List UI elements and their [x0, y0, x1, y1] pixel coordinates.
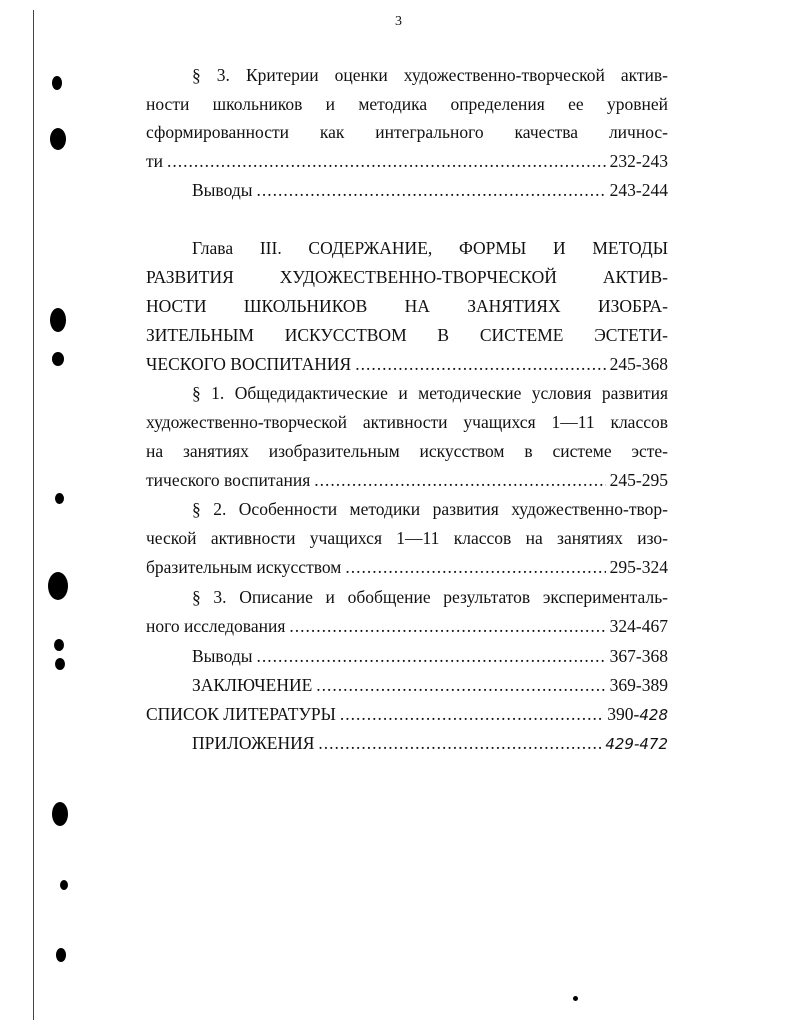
toc-entry-pages: 324-467 [609, 616, 668, 636]
toc-entry-text: ти [146, 151, 164, 171]
toc-entry-pages: 367-368 [609, 646, 668, 666]
toc-entry-sec2-line1: § 2. Особенности методики развития художественно-твор- [192, 499, 668, 519]
page-number: 3 [395, 14, 402, 29]
toc-entry-pages: 369-389 [609, 675, 668, 695]
leader-dots [340, 699, 603, 729]
toc-entry-pages [607, 699, 668, 730]
toc-entry-text: Выводы [192, 646, 253, 666]
toc-entry-sec3ch3-line2 [146, 611, 668, 641]
toc-entry-text: ного исследования [146, 616, 286, 636]
leader-dots [256, 175, 605, 205]
punch-hole-mark [55, 493, 64, 504]
toc-entry-conclusions-ch2 [192, 175, 668, 205]
toc-entry-sec3-line2: ности школьников и методика определения ее уровней [146, 94, 668, 114]
handwritten-pages: 429-472 [605, 735, 668, 753]
punch-hole-mark [52, 802, 68, 826]
toc-entry-sec1-line3: на занятиях изобразительным искусством в системе эсте- [146, 441, 668, 461]
toc-entry-sec2-line3 [146, 552, 668, 582]
leader-dots [345, 552, 605, 582]
punch-hole-mark [54, 639, 64, 651]
toc-entry-text: СПИСОК ЛИТЕРАТУРЫ [146, 704, 336, 724]
speck-mark [573, 996, 578, 1001]
punch-hole-mark [52, 352, 64, 366]
leader-dots [318, 728, 601, 758]
toc-entry-sec1-line1: § 1. Общедидактические и методические условия развития [192, 383, 668, 403]
toc-entry-text: Выводы [192, 180, 253, 200]
toc-entry-text: ЧЕСКОГО ВОСПИТАНИЯ [146, 354, 352, 374]
toc-chapter3-line5 [146, 349, 668, 379]
toc-entry-sec3ch3-line1: § 3. Описание и обобщение результатов эксперименталь- [192, 587, 668, 607]
toc-entry-sec1-line2: художественно-творческой активности учащихся 1—11 классов [146, 412, 668, 432]
toc-entry-sec3-line3: сформированности как интегрального качества личнос- [146, 122, 668, 142]
toc-entry-sec1-line4 [146, 465, 668, 495]
leader-dots [289, 611, 605, 641]
toc-entry-conclusion [192, 670, 668, 700]
toc-entry-pages: 245-295 [609, 470, 668, 490]
punch-hole-mark [50, 308, 66, 332]
toc-entry-text: бразительным искусством [146, 557, 342, 577]
toc-entry-text: тического воспитания [146, 470, 311, 490]
punch-hole-mark [48, 572, 68, 600]
toc-entry-text: ЗАКЛЮЧЕНИЕ [192, 675, 313, 695]
punch-hole-mark [52, 76, 62, 90]
leader-dots [314, 465, 605, 495]
scan-edge-line [33, 10, 34, 1020]
leader-dots [167, 146, 606, 176]
punch-hole-mark [55, 658, 65, 670]
toc-entry-conclusions-ch3 [192, 641, 668, 671]
toc-entry-appendices [192, 728, 668, 759]
toc-entry-bibliography [146, 699, 668, 730]
punch-hole-mark [60, 880, 68, 890]
leader-dots [355, 349, 605, 379]
punch-hole-mark [56, 948, 66, 962]
toc-chapter3-line4: ЗИТЕЛЬНЫМ ИСКУССТВОМ В СИСТЕМЕ ЭСТЕТИ- [146, 325, 668, 345]
toc-entry-text: ПРИЛОЖЕНИЯ [192, 733, 315, 753]
toc-entry-sec3-line4 [146, 146, 668, 176]
toc-entry-pages: 243-244 [609, 180, 668, 200]
punch-hole-mark [50, 128, 66, 150]
toc-entry-sec2-line2: ческой активности учащихся 1—11 классов на занятиях изо- [146, 528, 668, 548]
leader-dots [256, 641, 605, 671]
toc-chapter3-line3: НОСТИ ШКОЛЬНИКОВ НА ЗАНЯТИЯХ ИЗОБРА- [146, 296, 668, 316]
toc-entry-pages: 245-368 [609, 354, 668, 374]
printed-pages: 390- [607, 704, 640, 724]
toc-chapter3-line1: Глава III. СОДЕРЖАНИЕ, ФОРМЫ И МЕТОДЫ [192, 238, 668, 258]
leader-dots [316, 670, 605, 700]
handwritten-pages: 428 [639, 706, 668, 724]
toc-chapter3-line2: РАЗВИТИЯ ХУДОЖЕСТВЕННО-ТВОРЧЕСКОЙ АКТИВ- [146, 267, 668, 287]
toc-entry-sec3-line1: § 3. Критерии оценки художественно-творческой актив- [192, 65, 668, 85]
toc-entry-pages: 295-324 [609, 557, 668, 577]
toc-entry-pages: 232-243 [609, 151, 668, 171]
